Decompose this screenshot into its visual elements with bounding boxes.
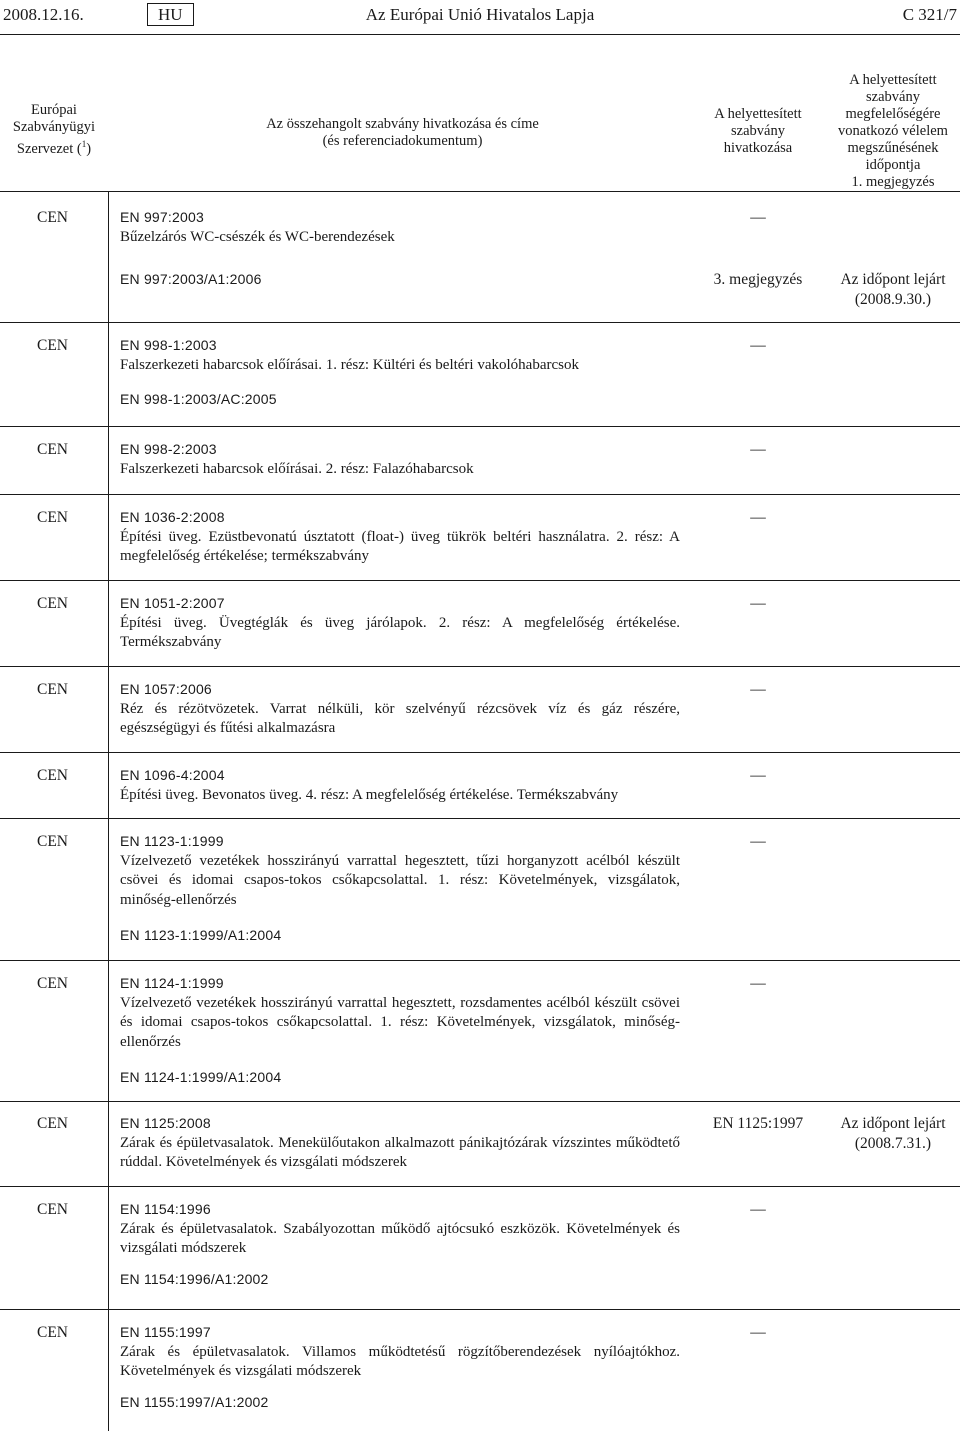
row-separator [0, 580, 960, 581]
row-separator [0, 322, 960, 323]
row-separator [0, 1186, 960, 1187]
table-column-divider [108, 191, 109, 1431]
amendment-code: EN 1155:1997/A1:2002 [120, 1394, 269, 1410]
standard-title: Zárak és épületvasalatok. Menekülőutakon alkalmazott pánikajtózárak vízszintes működtető rúddal. Követelmények és vizsgálati módszerek [120, 1134, 680, 1170]
replaced-standard-cell: — [750, 833, 766, 850]
column-header-reference: Az összehangolt szabvány hivatkozása és címe (és referenciadokumentum) [266, 116, 539, 149]
reference-cell [120, 1323, 680, 1382]
amendment-code: EN 1123-1:1999/A1:2004 [120, 927, 282, 943]
standard-title: Bűzelzárós WC-csészék és WC-berendezések [120, 228, 395, 245]
standard-code: EN 1051-2:2007 [120, 595, 225, 611]
standard-title: Zárak és épületvasalatok. Szabályozottan működő ajtócsukó eszközök. Követelmények és vizsgálati módszerek [120, 1220, 680, 1256]
standard-code: EN 1057:2006 [120, 681, 212, 697]
amendment-code: EN 1154:1996/A1:2002 [120, 1271, 269, 1287]
standard-code: EN 1124-1:1999 [120, 975, 224, 991]
standard-title: Építési üveg. Ezüstbevonatú úsztatott (float-) üveg tükrök beltéri használatra. 2. rész: A megfelelőség értékelése; termékszabvány [120, 528, 680, 564]
reference-cell [120, 336, 680, 375]
row-separator [0, 666, 960, 667]
standard-code: EN 1155:1997 [120, 1324, 211, 1340]
column-header-replaced: A helyettesített szabvány hivatkozása [714, 106, 802, 156]
standard-code: EN 1036-2:2008 [120, 509, 225, 525]
standard-title: Réz és rézötvözetek. Varrat nélküli, kör szelvényű rézcsövek víz és gáz részére, egészségügyi és fűtési alkalmazásra [120, 700, 680, 736]
replaced-standard-cell: — [750, 441, 766, 458]
row-separator [0, 960, 960, 961]
standard-title: Vízelvezető vezetékek hosszirányú varrattal hegesztett, rozsdamentes acélból készült csövei és idomai csapos-tokos csőkapcsolattal. 1. rész: Követelmények, vizsgálatok, minőség-ellenőrzés [120, 994, 680, 1050]
row-separator [0, 426, 960, 427]
replaced-standard-cell: — [750, 209, 766, 226]
standard-title: Falszerkezeti habarcsok előírásai. 1. rész: Kültéri és beltéri vakolóhabarcsok [120, 356, 579, 373]
reference-cell [120, 440, 680, 479]
replaced-standard-cell: — [750, 767, 766, 784]
organization-cell: CEN [37, 509, 68, 526]
language-badge: HU [147, 3, 194, 26]
standard-code: EN 997:2003 [120, 209, 204, 225]
replaced-standard-cell: — [750, 509, 766, 526]
reference-cell [120, 766, 680, 805]
reference-cell [120, 974, 680, 1052]
replaced-standard-cell: — [750, 681, 766, 698]
organization-cell: CEN [37, 833, 68, 850]
organization-cell: CEN [37, 209, 68, 226]
row-separator [0, 1309, 960, 1310]
standard-title: Építési üveg. Üvegtéglák és üveg járólapok. 2. rész: A megfelelőség értékelése. Termékszabvány [120, 614, 680, 650]
page-number: C 321/7 [902, 5, 957, 24]
organization-cell: CEN [37, 1115, 68, 1132]
journal-title: Az Európai Unió Hivatalos Lapja [365, 5, 595, 24]
header-date: 2008.12.16. [3, 5, 84, 24]
reference-cell [120, 508, 680, 567]
page-header [0, 5, 960, 29]
standard-code: EN 1154:1996 [120, 1201, 211, 1217]
organization-cell: CEN [37, 1201, 68, 1218]
replaced-standard-cell: — [750, 337, 766, 354]
replaced-standard-cell: — [750, 975, 766, 992]
table-top-rule [0, 191, 960, 192]
column-header-date: A helyettesített szabvány megfelelőségére vonatkozó vélelem megszűnésének időpontja 1. megjegyzés [838, 72, 948, 190]
replaced-standard-cell: — [750, 1201, 766, 1218]
organization-cell: CEN [37, 975, 68, 992]
header-rule [0, 34, 960, 35]
amendment-code: EN 1124-1:1999/A1:2004 [120, 1069, 282, 1085]
standard-code: EN 1123-1:1999 [120, 833, 224, 849]
row-separator [0, 1101, 960, 1102]
standard-title: Vízelvezető vezetékek hosszirányú varrattal hegesztett, tűzi horganyzott acélból készült csövei és idomai csapos-tokos csőkapcsolattal. 1. rész: Követelmények, vizsgálatok, minőség-ellenőrzés [120, 852, 680, 908]
amendment-code: EN 997:2003/A1:2006 [120, 271, 262, 287]
standard-code: EN 998-2:2003 [120, 441, 217, 457]
reference-cell [120, 594, 680, 653]
amendment-code: EN 998-1:2003/AC:2005 [120, 391, 277, 407]
standard-code: EN 998-1:2003 [120, 337, 217, 353]
replaced-standard-cell: — [750, 595, 766, 612]
standard-title: Falszerkezeti habarcsok előírásai. 2. rész: Falazóhabarcsok [120, 460, 474, 477]
reference-cell [120, 1200, 680, 1259]
organization-cell: CEN [37, 1324, 68, 1341]
column-header-org: Európai Szabványügyi Szervezet ($^1$) [12, 102, 96, 157]
reference-cell [120, 1114, 680, 1173]
standard-title: Építési üveg. Bevonatos üveg. 4. rész: A megfelelőség értékelése. Termékszabvány [120, 786, 619, 803]
organization-cell: CEN [37, 337, 68, 354]
amendment-replaced-cell: 3. megjegyzés [713, 271, 803, 288]
amendment-date-cell: Az időpont lejárt (2008.9.30.) [840, 271, 946, 308]
reference-cell [120, 208, 680, 247]
standard-title: Zárak és épületvasalatok. Villamos működtetésű rögzítőberendezések nyílóajtókhoz. Követelmények és vizsgálati módszerek [120, 1343, 680, 1379]
organization-cell: CEN [37, 767, 68, 784]
standard-code: EN 1125:2008 [120, 1115, 211, 1131]
cessation-date-cell: Az időpont lejárt (2008.7.31.) [840, 1115, 946, 1152]
row-separator [0, 752, 960, 753]
standard-code: EN 1096-4:2004 [120, 767, 225, 783]
reference-cell [120, 832, 680, 910]
reference-cell [120, 680, 680, 739]
organization-cell: CEN [37, 681, 68, 698]
organization-cell: CEN [37, 441, 68, 458]
organization-cell: CEN [37, 595, 68, 612]
row-separator [0, 818, 960, 819]
row-separator [0, 494, 960, 495]
replaced-standard-cell: EN 1125:1997 [712, 1115, 804, 1132]
replaced-standard-cell: — [750, 1324, 766, 1341]
